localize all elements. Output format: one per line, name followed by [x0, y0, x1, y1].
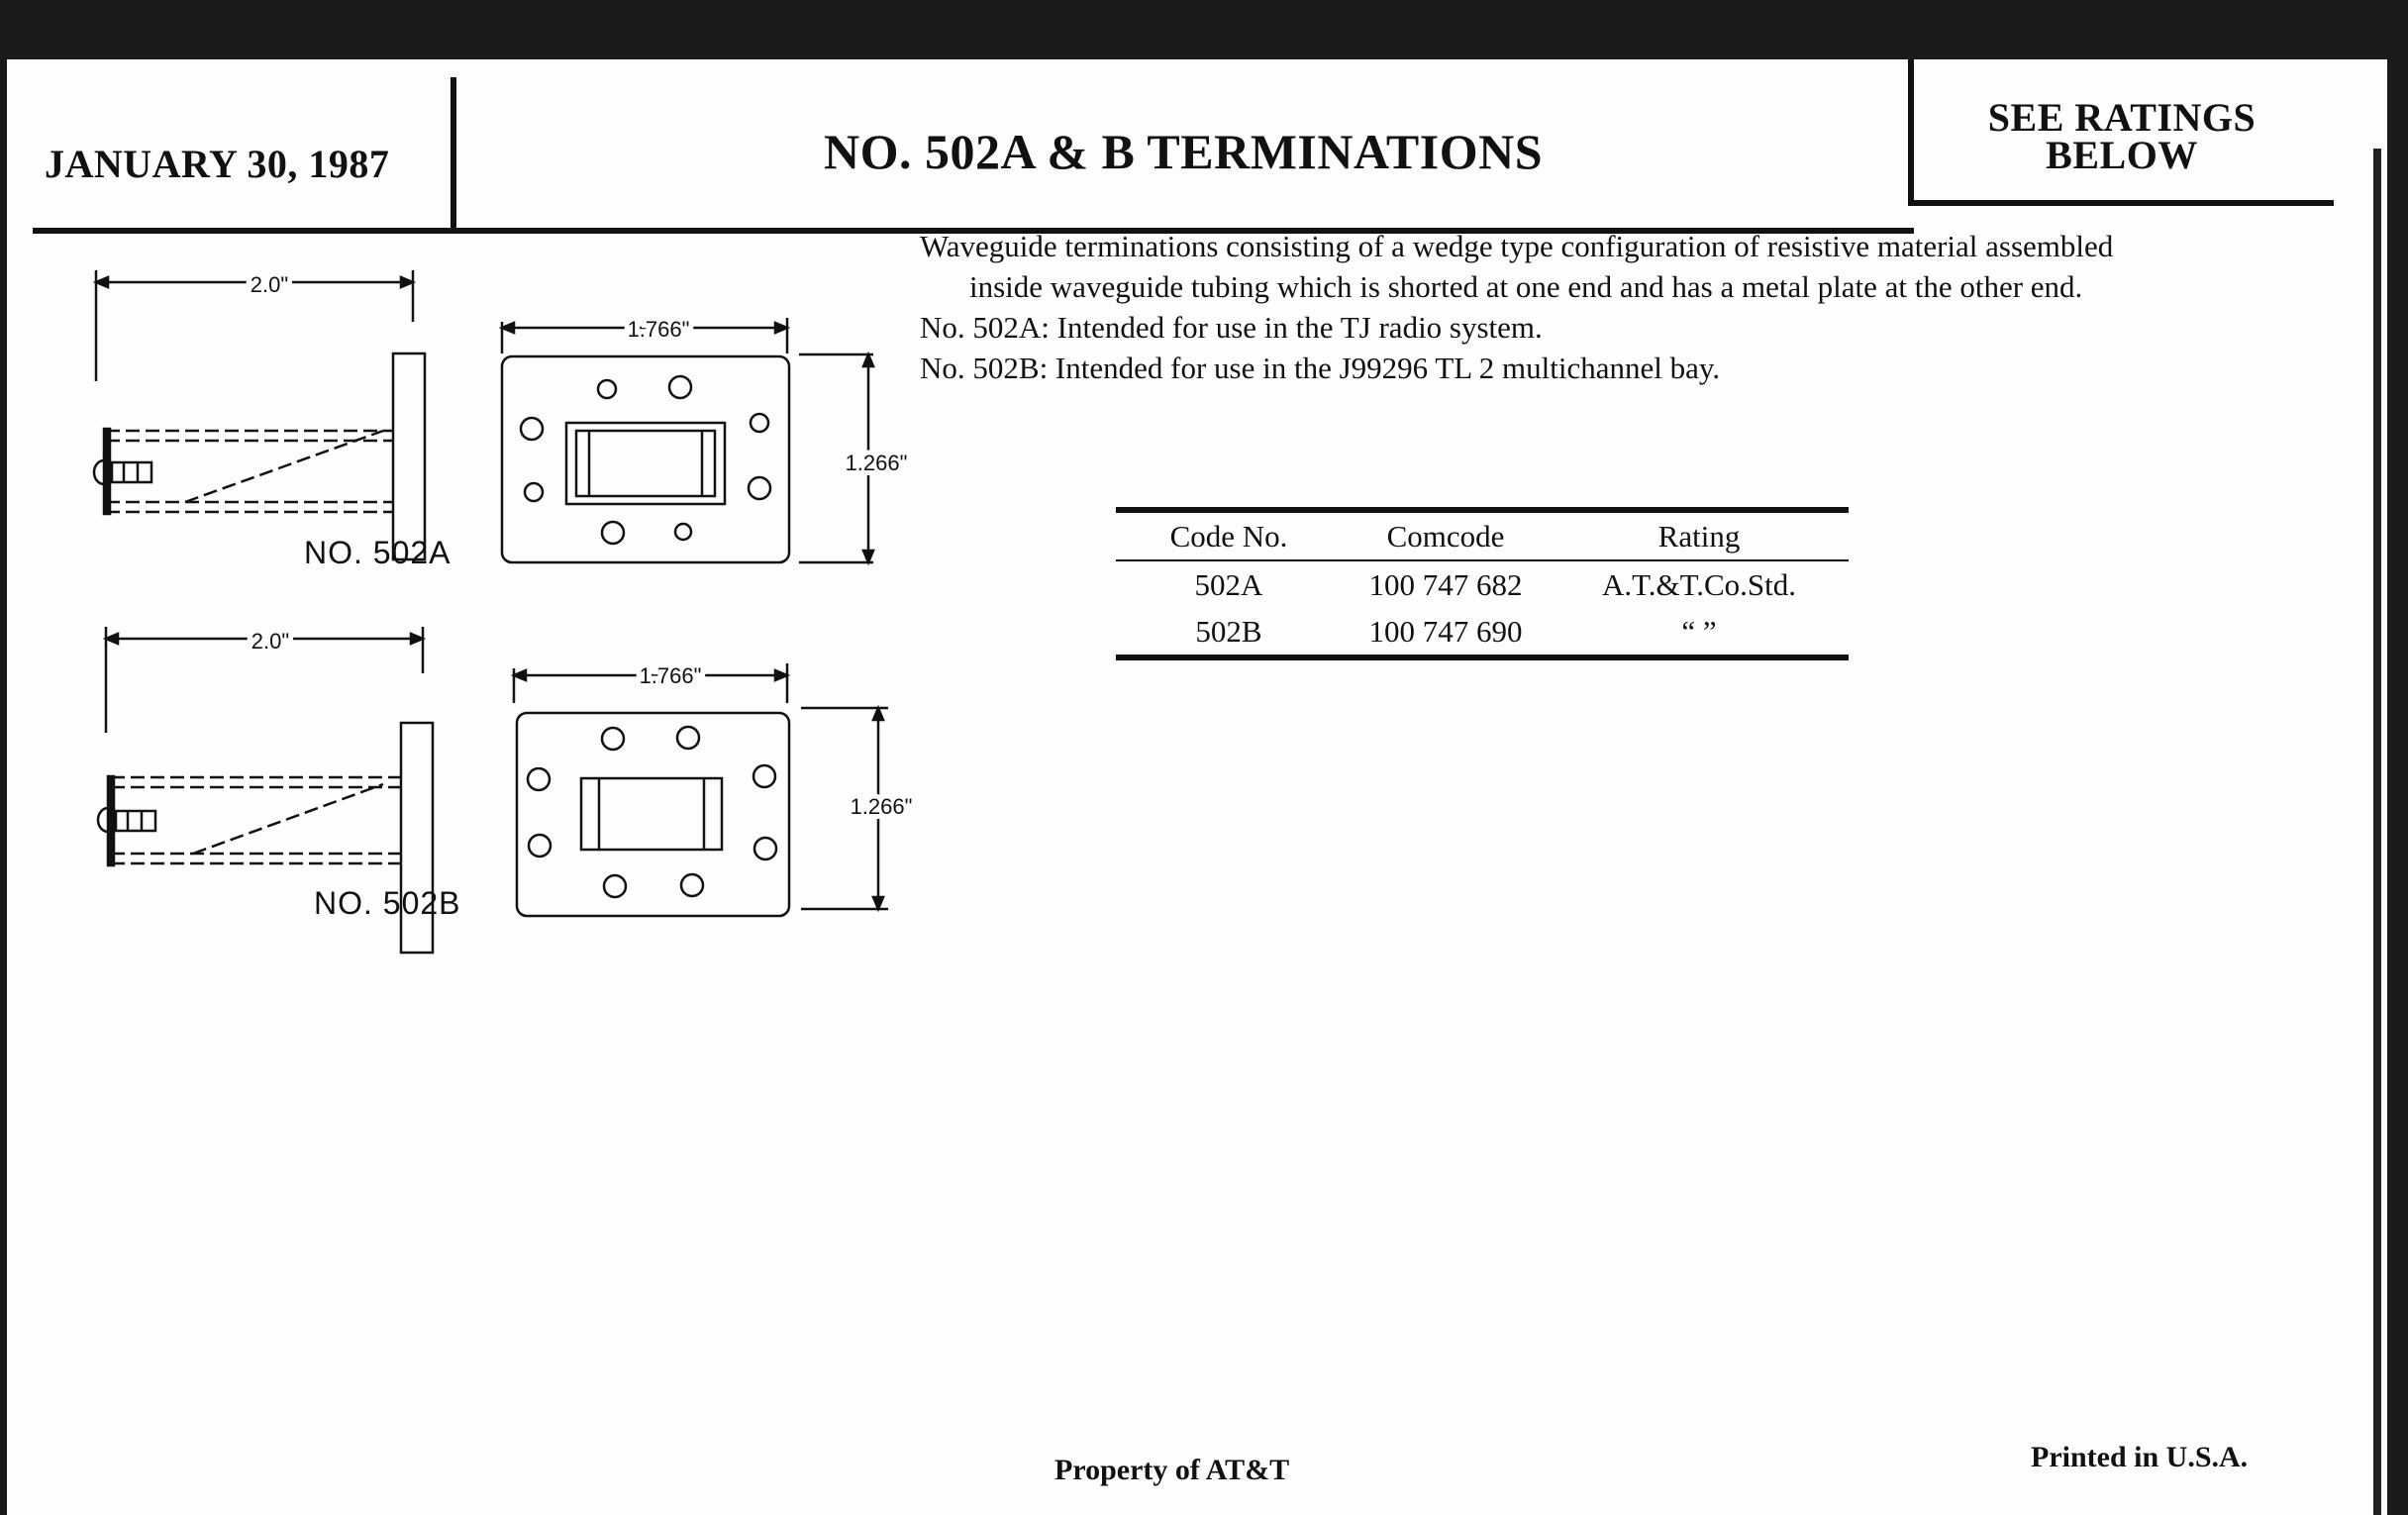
ratings-table	[1116, 513, 1849, 655]
bolt-hole	[749, 477, 770, 499]
bolt-hole	[669, 376, 691, 398]
description-line-3: No. 502A: Intended for use in the TJ radio system.	[920, 310, 1543, 345]
cell-rating: “ ”	[1681, 613, 1717, 649]
bolt-hole	[528, 768, 550, 790]
table-row	[1116, 608, 1849, 655]
header-rating: Rating	[1657, 518, 1741, 554]
ratings-note	[1914, 95, 2330, 177]
ratings-table-wrap	[1116, 507, 1849, 660]
aperture-inner	[576, 431, 715, 496]
table-header-row	[1116, 513, 1849, 560]
bolt-hole	[602, 522, 624, 544]
header-rule-right	[1908, 200, 2334, 206]
caption-502b: NO. 502B	[314, 885, 461, 921]
screw-block	[116, 811, 155, 831]
bolt-hole	[598, 380, 616, 398]
bolt-hole	[521, 418, 543, 440]
drawing-502a	[66, 243, 918, 609]
end-plate	[393, 354, 425, 559]
arrowhead	[96, 277, 108, 287]
cell-code-no: 502B	[1195, 613, 1262, 649]
bolt-hole	[602, 728, 624, 750]
caption-502a: NO. 502A	[304, 535, 452, 570]
page-title: NO. 502A & B TERMINATIONS	[823, 124, 1544, 179]
short-end	[108, 776, 114, 865]
ratings-note-line2: BELOW	[2046, 133, 2198, 177]
arrowhead	[401, 277, 413, 287]
bolt-hole	[751, 414, 768, 432]
date-label: JANUARY 30, 1987	[45, 142, 390, 186]
bolt-hole	[754, 838, 776, 859]
aperture-outer	[581, 778, 722, 850]
description-line-4: No. 502B: Intended for use in the J99296 TL 2 multichannel bay.	[920, 351, 1721, 385]
table-rule-bottom	[1116, 655, 1849, 660]
bolt-hole	[677, 727, 699, 749]
flange-outline	[502, 356, 789, 562]
bolt-hole	[525, 483, 543, 501]
header-comcode: Comcode	[1386, 518, 1505, 554]
wedge-line	[193, 784, 383, 854]
cell-comcode: 100 747 690	[1368, 613, 1523, 649]
description-line-2: inside waveguide tubing which is shorted at one end and has a metal plate at the other end.	[969, 269, 2083, 304]
width-label: 1.766"	[627, 317, 690, 342]
header-code-no: Code No.	[1169, 518, 1288, 554]
bolt-hole	[681, 874, 703, 896]
end-cap	[98, 808, 108, 832]
screw-block	[112, 462, 151, 482]
bolt-hole	[529, 835, 551, 857]
height-label: 1.266"	[845, 451, 908, 475]
document-sheet	[7, 59, 2387, 1515]
right-edge-shadow	[2373, 149, 2381, 1515]
cell-comcode: 100 747 682	[1368, 566, 1523, 602]
end-cap	[94, 460, 104, 484]
description	[920, 226, 2346, 388]
length-label: 2.0"	[251, 629, 290, 654]
short-end	[104, 429, 110, 514]
cell-rating: A.T.&T.Co.Std.	[1601, 566, 1797, 602]
bolt-hole	[604, 875, 626, 897]
length-label: 2.0"	[250, 272, 289, 297]
flange-outline	[517, 713, 789, 916]
drawing-502b	[66, 594, 918, 960]
table-row	[1116, 560, 1849, 608]
bolt-hole	[675, 524, 691, 540]
description-line-1: Waveguide terminations consisting of a wedge type configuration of resistive material assembled	[920, 229, 2114, 263]
cell-code-no: 502A	[1194, 566, 1263, 602]
footer-property: Property of AT&T	[1054, 1454, 1290, 1486]
header-divider-left	[451, 77, 456, 228]
footer-printed: Printed in U.S.A.	[2031, 1441, 2249, 1473]
ratings-note-line1: SEE RATINGS	[1987, 95, 2257, 140]
bolt-hole	[753, 765, 775, 787]
width-label: 1.766"	[639, 663, 702, 688]
height-label: 1.266"	[850, 794, 913, 819]
